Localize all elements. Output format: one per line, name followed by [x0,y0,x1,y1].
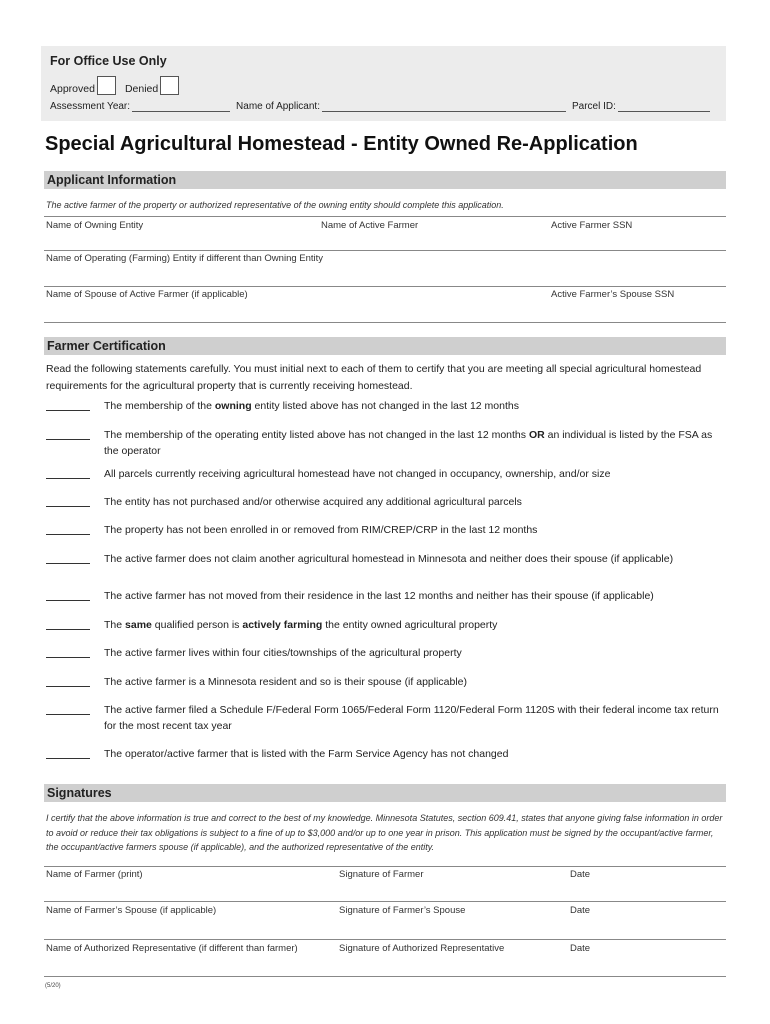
applicant-name-label: Name of Applicant: [236,101,320,112]
parcel-id-label: Parcel ID: [571,101,616,112]
representative-signature-label: Signature of Authorized Representative [339,943,505,954]
signatures-note: I certify that the above information is true and correct to the best of my knowledge. Minnesota Statutes, section 609.41, states that anyone giving false information in order to avoid or reduce their tax obligations is subject to a fine of up to $3,000 and/or up to one year in prison. This application must be signed by the occupant/active farmer, the occupant/active farmers spouse (if applicable), and the authorized representative of the entity. [46,813,723,852]
initial-field[interactable] [46,427,90,440]
initial-field[interactable] [46,617,90,630]
office-use-box [41,46,726,121]
statement-2: The membership of the operating entity listed above has not changed in the last 12 months OR an individual is listed by the FSA as the operator [46,427,726,459]
form-revision-date: (5/20) [45,983,61,989]
owning-entity-label: Name of Owning Entity [46,220,144,231]
spouse-signature-line[interactable] [44,939,726,940]
initial-field[interactable] [46,645,90,658]
applicant-name-field[interactable] [322,101,566,112]
statement-12: The operator/active farmer that is listed with the Farm Service Agency has not changed [46,746,726,762]
office-use-title: For Office Use Only [50,54,167,68]
active-farmer-ssn-label: Active Farmer SSN [551,220,633,231]
approved-checkbox[interactable] [97,76,116,95]
farmer-date-label: Date [570,869,591,880]
farmer-signature-line[interactable] [44,901,726,902]
initial-field[interactable] [46,674,90,687]
operating-entity-label: Name of Operating (Farming) Entity if different than Owning Entity [46,253,324,264]
statement-6: The active farmer does not claim another agricultural homestead in Minnesota and neither does their spouse (if applicable) [46,551,726,567]
statement-4: The entity has not purchased and/or otherwise acquired any additional agricultural parcels [46,494,726,510]
assessment-year-label: Assessment Year: [50,101,131,112]
initial-field[interactable] [46,702,90,715]
statement-8: The same qualified person is actively farming the entity owned agricultural property [46,617,726,633]
statement-10: The active farmer is a Minnesota resident and so is their spouse (if applicable) [46,674,726,690]
initial-field[interactable] [46,466,90,479]
initial-field[interactable] [46,588,90,601]
certification-section-heading: Farmer Certification [44,337,726,355]
representative-name-label: Name of Authorized Representative (if different than farmer) [46,943,298,954]
statement-1: The membership of the owning entity listed above has not changed in the last 12 months [46,398,726,414]
statement-7: The active farmer has not moved from their residence in the last 12 months and neither has their spouse (if applicable) [46,588,726,604]
spouse-name-sig-label: Name of Farmer’s Spouse (if applicable) [46,905,217,916]
initial-field[interactable] [46,398,90,411]
assessment-year-field[interactable] [132,101,230,112]
spouse-name-label: Name of Spouse of Active Farmer (if applicable) [46,289,248,300]
statement-3: All parcels currently receiving agricultural homestead have not changed in occupancy, ownership, and/or size [46,466,726,482]
representative-signature-line[interactable] [44,976,726,977]
page-title: Special Agricultural Homestead - Entity Owned Re-Application [45,133,638,155]
representative-date-label: Date [570,943,591,954]
initial-field[interactable] [46,551,90,564]
initial-field[interactable] [46,746,90,759]
statement-5: The property has not been enrolled in or removed from RIM/CREP/CRP in the last 12 months [46,522,726,538]
signatures-section-heading: Signatures [44,784,726,802]
farmer-name-label: Name of Farmer (print) [46,869,143,880]
applicant-note: The active farmer of the property or authorized representative of the owning entity should complete this application. [46,200,504,210]
divider [44,866,726,867]
parcel-id-field[interactable] [618,101,710,112]
spouse-ssn-label: Active Farmer’s Spouse SSN [551,289,675,300]
statement-11: The active farmer filed a Schedule F/Federal Form 1065/Federal Form 1120/Federal Form 1120S with their federal income tax return for the most recent tax year [46,702,726,734]
approved-label: Approved [50,83,95,95]
spouse-line[interactable] [44,322,726,323]
farmer-signature-label: Signature of Farmer [339,869,424,880]
denied-label: Denied [124,83,159,95]
denied-checkbox[interactable] [160,76,179,95]
spouse-signature-label: Signature of Farmer’s Spouse [339,905,466,916]
certification-intro: Read the following statements carefully. You must initial next to each of them to certify that you are meeting all special agricultural homestead requirements for the agricultural property that is currently receiving homestead. [46,363,702,392]
divider [44,216,726,217]
operating-entity-line[interactable] [44,286,726,287]
spouse-date-label: Date [570,905,591,916]
owning-entity-line[interactable] [44,250,726,251]
active-farmer-label: Name of Active Farmer [321,220,419,231]
initial-field[interactable] [46,522,90,535]
applicant-section-heading: Applicant Information [44,171,726,189]
statement-9: The active farmer lives within four cities/townships of the agricultural property [46,645,726,661]
initial-field[interactable] [46,494,90,507]
